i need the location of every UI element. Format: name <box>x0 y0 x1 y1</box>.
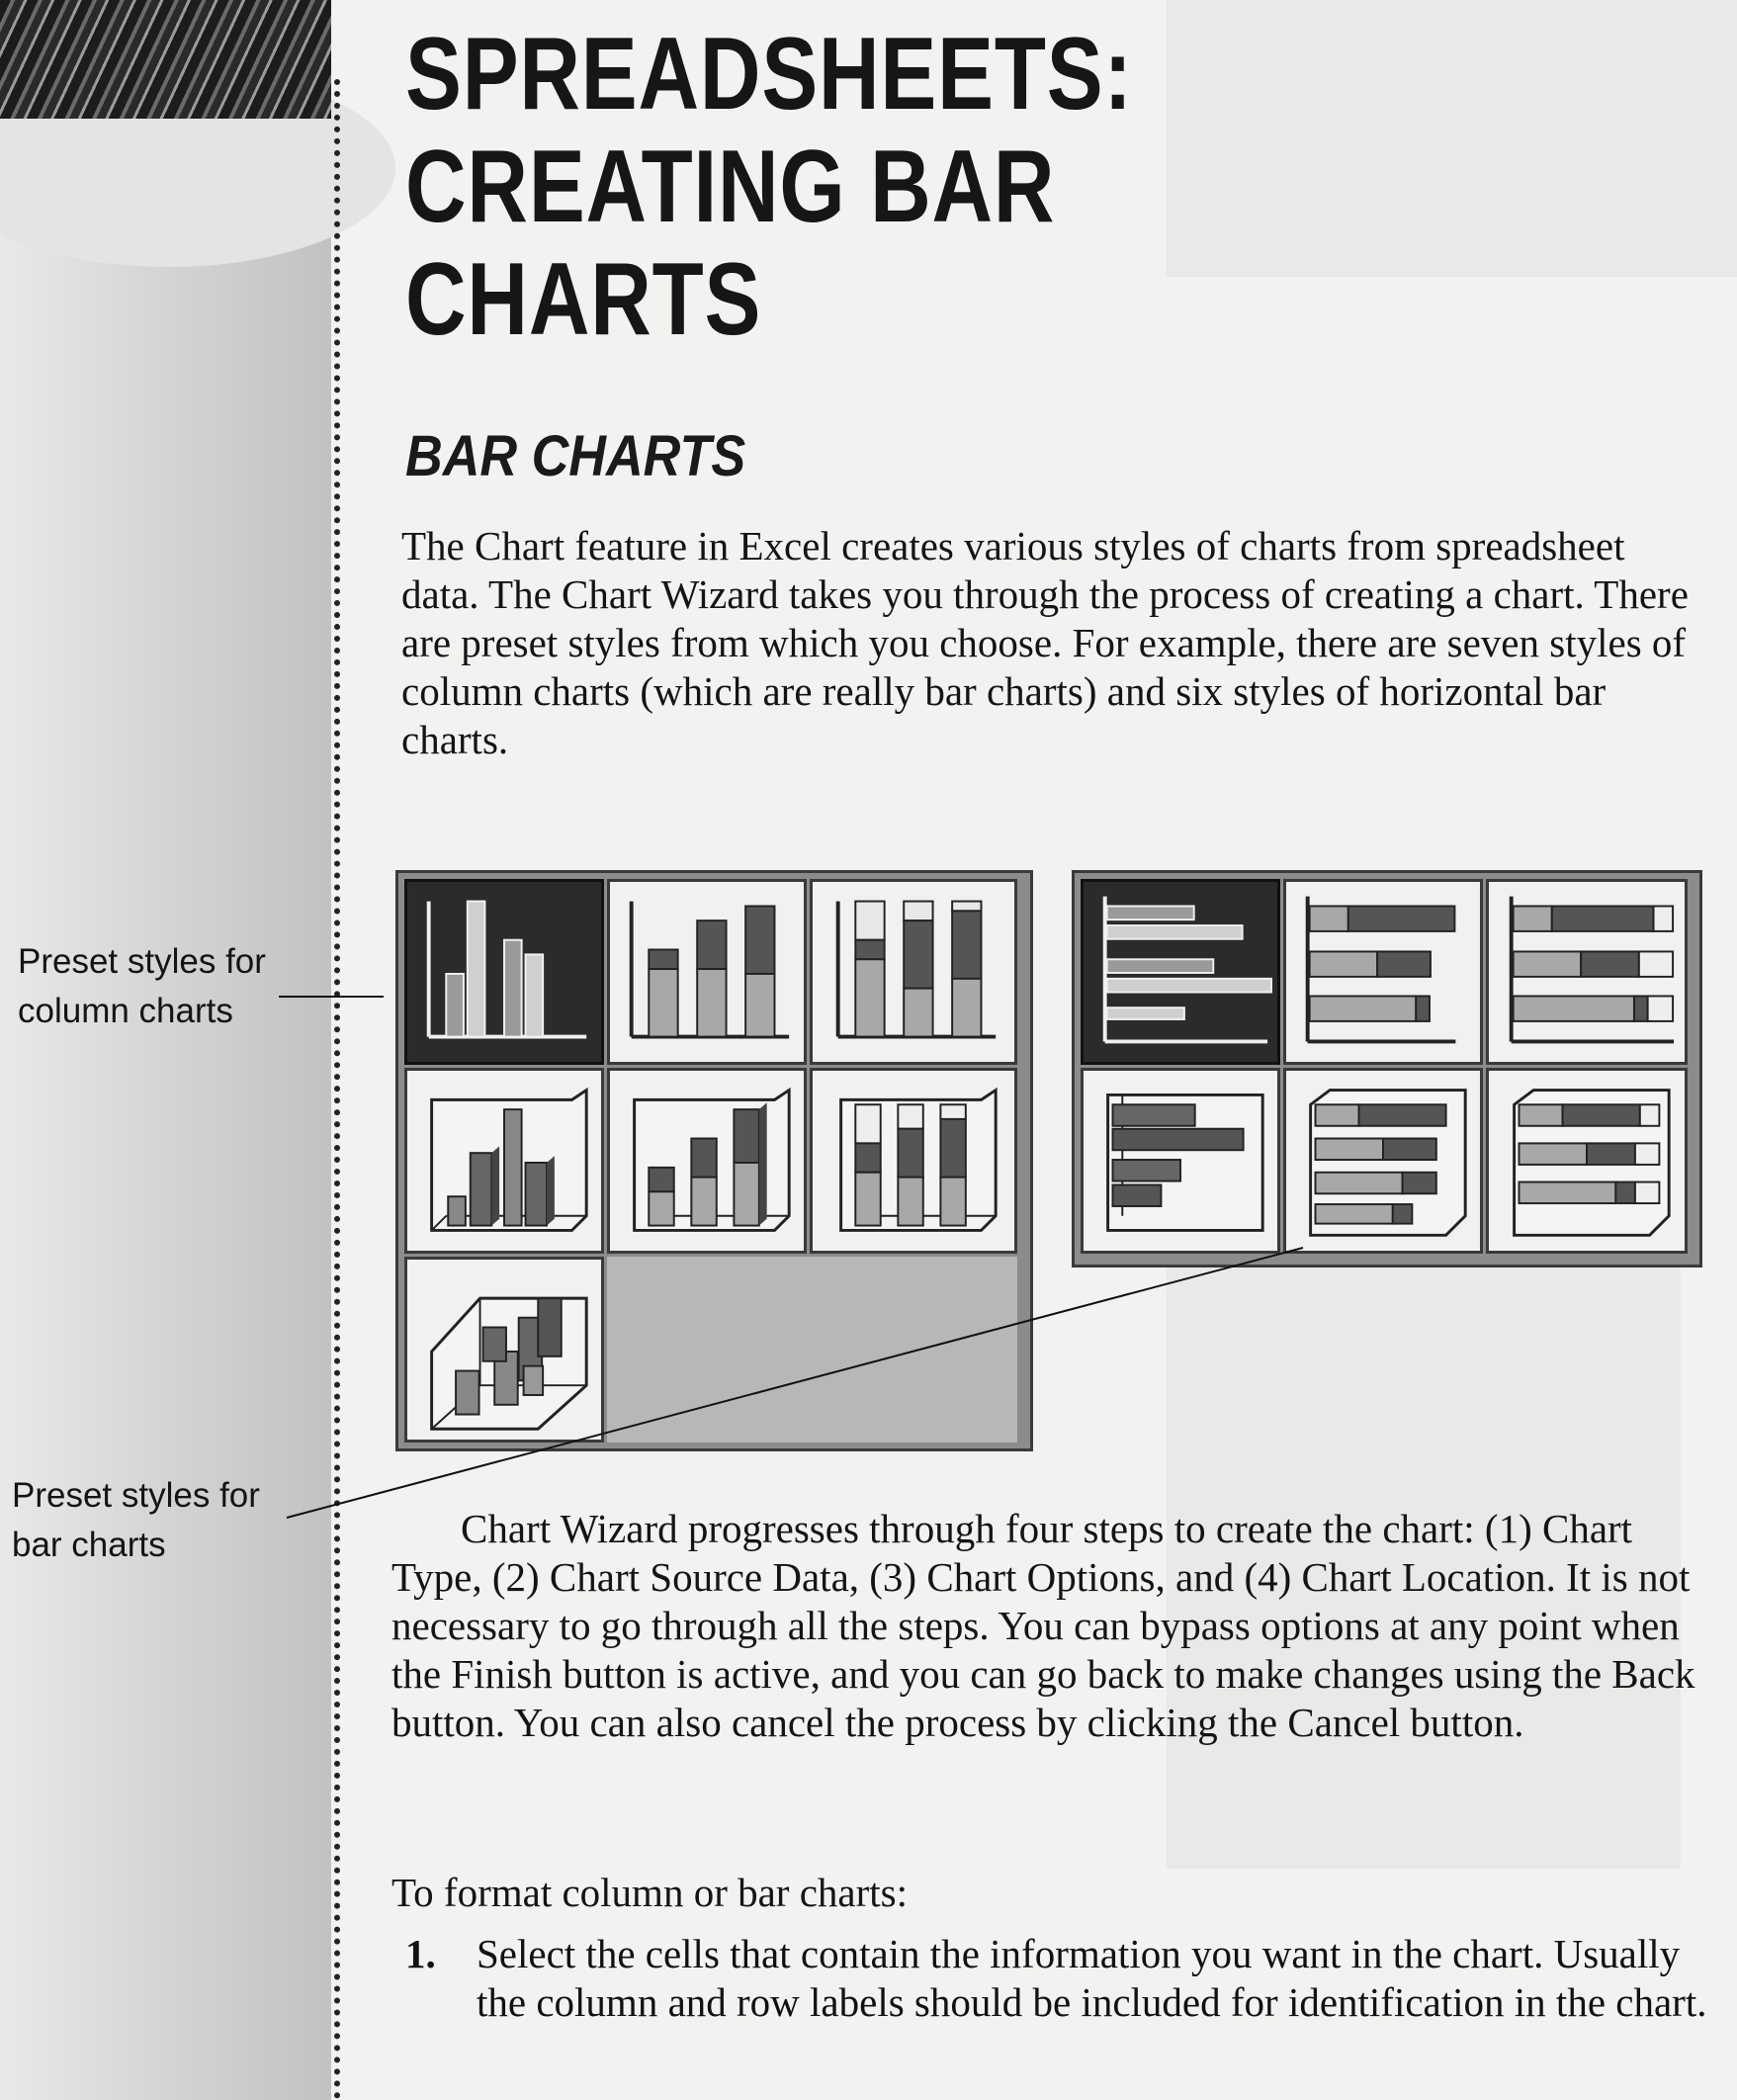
section-heading: BAR CHARTS <box>405 424 746 488</box>
list-item <box>405 1930 1710 2027</box>
steps-list <box>405 1930 1710 2027</box>
bar-callout-line-2: bar charts <box>12 1526 166 1564</box>
format-intro: To format column or bar charts: <box>391 1870 908 1915</box>
intro-paragraph: The Chart feature in Excel creates various styles of charts from spreadsheet data. The Chart Wizard takes you through the process of creating a chart. There are preset styles from which you choose. For example, there are seven styles of column charts (which are really bar charts) and six styles of horizontal bar charts. <box>401 523 1689 762</box>
column-callout-line-2: column charts <box>18 992 233 1030</box>
title-line-2: CREATING BAR CHARTS <box>405 130 1056 357</box>
bar-callout-line-1: Preset styles for <box>12 1476 260 1515</box>
step-text: Select the cells that contain the information you want in the chart. Usually the column and row labels should be included for identification in the chart. <box>477 1931 1707 2025</box>
column-callout-line-1: Preset styles for <box>18 942 266 981</box>
bar-callout-leader <box>287 1248 1303 1518</box>
wizard-paragraph: Chart Wizard progresses through four steps to create the chart: (1) Chart Type, (2) Chart Source Data, (3) Chart Options, and (4) Chart Location. It is not necessary to go through all the steps. You can bypass options at any point when the Finish button is active, and you can go back to make changes using the Back button. You can also cancel the process by clicking the Cancel button. <box>391 1506 1695 1745</box>
step-number: 1. <box>405 1931 436 1976</box>
title-line-1: SPREADSHEETS: <box>405 17 1133 131</box>
